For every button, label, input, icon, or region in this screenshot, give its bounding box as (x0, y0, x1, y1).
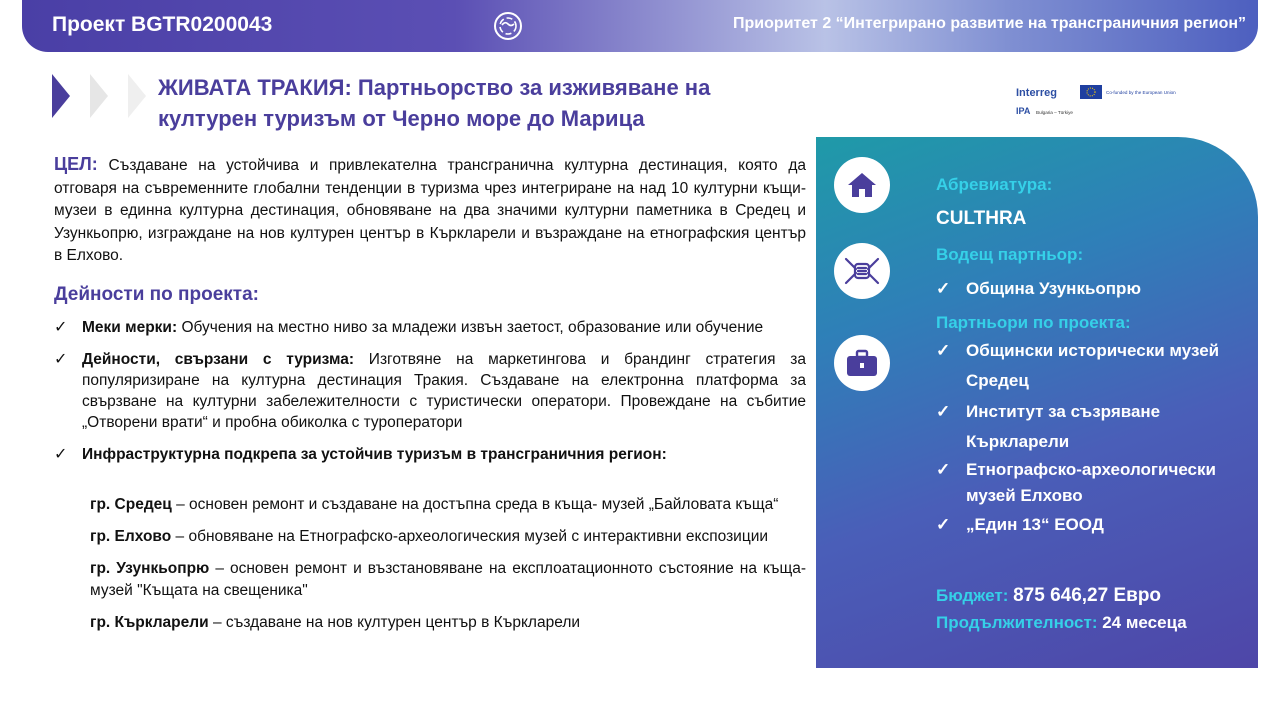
town-text: – обновяване на Етнографско-археологическия музей с интерактивни експозиции (171, 528, 769, 545)
partner-item (936, 457, 1256, 509)
duration-label: Продължителност: (936, 613, 1098, 632)
interreg-logo (1016, 80, 1176, 120)
activity-bold: Меки мерки: (82, 319, 178, 336)
activities-list (54, 317, 806, 476)
lead-partner-name: Община Узункьопрю (966, 279, 1141, 298)
check-icon: ✓ (54, 319, 68, 336)
check-icon: ✓ (936, 279, 951, 298)
check-icon: ✓ (936, 515, 951, 534)
globe-logo-icon (492, 10, 524, 42)
activity-text: Обучения на местно ниво за младежи извън заетост, образование или обучение (177, 319, 764, 336)
briefcase-circle (834, 335, 890, 391)
activity-bold: Дейности, свързани с туризма: (82, 351, 355, 368)
partner-name: Институт за съзряване Къркларели (966, 402, 1161, 451)
eu-cofunded-text: Co-funded by the European Union (1106, 90, 1176, 95)
list-item (90, 558, 806, 602)
town-text: – основен ремонт и възстановяване на експлоатационното състояние на къща-музей "Къщата на свещеника" (90, 560, 806, 599)
town-name: гр. Елхово (90, 528, 172, 545)
check-icon: ✓ (936, 402, 951, 421)
project-code: Проект BGTR0200043 (52, 13, 273, 36)
check-icon: ✓ (54, 351, 68, 368)
home-circle (834, 157, 890, 213)
towns-list (90, 494, 806, 644)
town-name: гр. Къркларели (90, 614, 209, 631)
handshake-circle (834, 243, 890, 299)
lead-partner (936, 274, 1256, 304)
ipa-wordmark: IPA (1016, 106, 1031, 116)
header-banner (22, 0, 1258, 52)
goal-text: Създаване на устойчива и привлекателна трансгранична културна дестинация, която да отговаря на съвременните глобални тенденции в туризма чрез интегриране на над 10 културни къщи-музеи в единна културна дестинация, обновяване на два значими културни паметника в Средец и Узункьопрю, изграждане на нов културен център в Къркларели и възраждане на етнографския център в Елхово. (54, 157, 806, 264)
list-item (90, 612, 806, 634)
activities-title: Дейности по проекта: (54, 284, 260, 305)
priority-text: Приоритет 2 “Интегрирано развитие на трансграничния регион” (733, 15, 1246, 32)
handshake-icon (842, 251, 882, 291)
ipa-subtitle: Bulgaria – Türkiye (1036, 110, 1073, 115)
abbr-value: CULTHRA (936, 208, 1027, 229)
check-icon: ✓ (936, 341, 951, 360)
page-title: ЖИВАТА ТРАКИЯ: Партньорство за изживяване на културен туризъм от Черно море до Марица (158, 75, 711, 131)
duration-line (936, 613, 1187, 633)
goal-paragraph (54, 153, 806, 268)
list-item (54, 317, 806, 338)
home-icon (847, 171, 877, 199)
duration-value: 24 месеца (1102, 613, 1187, 632)
town-text: – създаване на нов културен център в Къркларели (208, 614, 581, 631)
project-info-panel (816, 137, 1258, 668)
budget-label: Бюджет: (936, 586, 1009, 605)
town-name: гр. Средец (90, 496, 172, 513)
list-item (90, 526, 806, 548)
budget-line (936, 585, 1161, 607)
partner-name: Общински исторически музей Средец (966, 341, 1220, 390)
list-item (54, 349, 806, 433)
abbr-label: Абревиатура: (936, 175, 1053, 194)
activity-bold: Инфраструктурна подкрепа за устойчив туризъм в трансграничния регион: (82, 446, 667, 463)
list-item (54, 444, 806, 465)
check-icon: ✓ (936, 460, 951, 479)
partner-item (936, 397, 1256, 457)
town-text: – основен ремонт и създаване на достъпна среда в къща- музей „Байловата къща“ (171, 496, 779, 513)
goal-label: ЦЕЛ: (54, 154, 98, 174)
partner-item (936, 510, 1256, 540)
activity-text: Изготвяне на маркетингова и брандинг стратегия за популяризиране на културна дестинация Тракия. Създаване на електронна платформа за свързване на културни забележителности с туристически оператори. Провеждане на събитие „Отворени врати“ и пробна обиколка с туроператори (82, 351, 806, 431)
budget-value: 875 646,27 Евро (1013, 585, 1162, 606)
briefcase-icon (846, 349, 878, 377)
chevron-icon (52, 74, 152, 118)
list-item (90, 494, 806, 516)
partner-name: Етнографско-археологически музей Елхово (966, 460, 1216, 505)
partner-item (936, 336, 1256, 396)
check-icon: ✓ (54, 446, 68, 463)
partners-label: Партньори по проекта: (936, 313, 1131, 332)
interreg-wordmark: Interreg (1016, 87, 1057, 99)
partner-name: „Един 13“ ЕООД (966, 515, 1104, 534)
town-name: гр. Узункьопрю (90, 560, 210, 577)
lead-label: Водещ партньор: (936, 245, 1084, 264)
